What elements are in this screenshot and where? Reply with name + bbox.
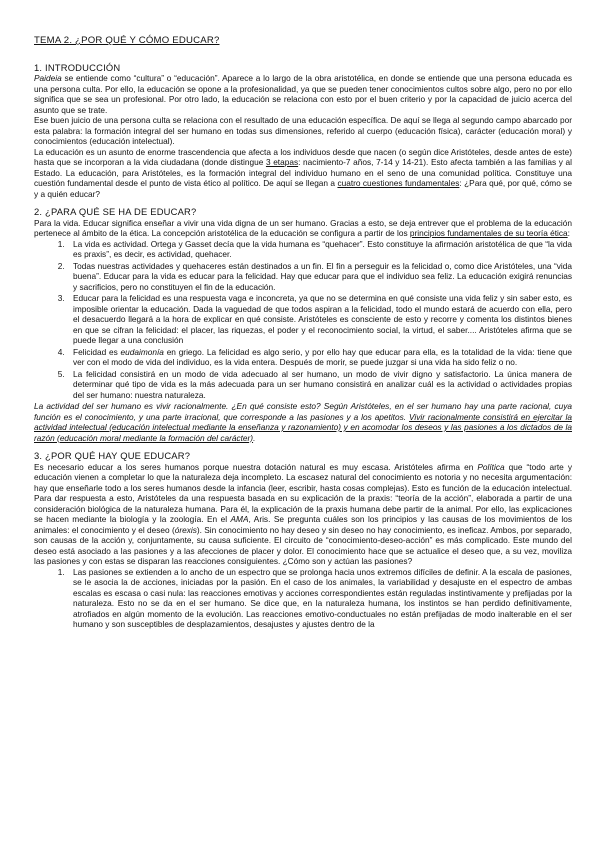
- paragraph-text: :: [567, 228, 570, 238]
- paragraph: [34, 73, 572, 115]
- underlined-text: Vivir racionalmente consistirá en ejercitar la actividad intelectual (educación intelectual mediante la enseñanza y razonamiento) y en acomodar los deseos y las pasiones a los dictados de la razón (educación moral mediante la formación del carácter): [34, 411, 572, 443]
- list-item-text: La felicidad consistirá en un modo de vida adecuado al ser humano, un modo de vivir digno y satisfactorio. La única manera de determinar qué tipo de vida es la más adecuada para un ser humano consistirá en analizar cuál es la actividad o actividades propias del ser humano: nuestra naturaleza.: [73, 368, 572, 400]
- section-para-que: [34, 207, 572, 443]
- paragraph-text: Para la vida. Educar significa enseñar a vivir una vida digna de un ser humano. Gracias a esto, se deja entrever que el problema de la educación pertenece al ámbito de la ética. La concepción aristotélica de la educación se configura a partir de los: [34, 217, 572, 238]
- paragraph-text: que “todo arte y educación vienen a completar lo que la naturaleza deja incompleto. La escasez natural del conocimiento es notoria y no necesita argumentación: hay que enseñarle todo a los seres humanos desde la infancia (leer, escribir, hasta cosas complejas). Esto es función de la educación intelectual. Para dar respuesta a esto, Aristóteles da una respuesta basada en su explicación de la praxis: “teoría de la acción”, elaborada a partir de una consideración biológica de la naturaleza humana. Para él, la explicación de la praxis humana debe partir de la animal. Por ello, las explicaciones se hacen mediante la biología y la zoología. En el: [34, 461, 572, 524]
- document-title: TEMA 2. ¿POR QUÉ Y CÓMO EDUCAR?: [34, 35, 220, 46]
- numbered-list: [34, 567, 572, 630]
- list-item-text: Todas nuestras actividades y quehaceres están destinados a un fin. El fin a perseguir es la felicidad o, como dice Aristóteles, una “vida buena”. Educar para la vida es educar para la felicidad. Hay que educar para que el individuo sea feliz. La educación exigirá renuncias y sacrificios, pero no constituyen el fin de la educación.: [73, 260, 572, 292]
- paragraph: [34, 147, 572, 200]
- paragraph-text: La actividad del ser humano es vivir racionalmente. ¿En qué consiste esto? Según Aristóteles, en el ser humano hay una parte racional, cuya función es el conocimiento, y una parte irracional, que corresponde a las pasiones y a los apetitos.: [34, 401, 572, 422]
- term-italic: eudaimonía: [120, 346, 164, 357]
- paragraph: [34, 462, 572, 567]
- list-item: [67, 239, 572, 260]
- list-item: [67, 567, 572, 630]
- paragraph: [34, 218, 572, 239]
- list-item: [67, 261, 572, 293]
- paragraph-text: Es necesario educar a los seres humanos porque nuestra dotación natural es muy escasa. Aristóteles afirma en: [34, 461, 478, 472]
- underlined-text: principios fundamentales de su teoría ética: [409, 228, 568, 238]
- list-item-text: Las pasiones se extienden a lo ancho de un espectro que se prolonga hacia unos extremos difíciles de definir. A la escala de pasiones, se le asocia la de acciones, iniciadas por la pasión. En el caso de los animales, la variabilidad y desajuste en el espectro de ambas escalas es escasa o casi nula: las reacciones emotivas y acciones correspondientes están reguladas instintivamente y prefijadas por la naturaleza. Esto no se da en el ser humano. Se dice que, en la naturaleza humana, los instintos se han perdido definitivamente, atrofiados en algún momento de la evolución. Las reacciones emotivo-conductuales no están prefijadas de modo inalterable en el ser humano y son susceptibles de desplazamientos, desajustes y ajustes dentro de la: [73, 566, 572, 629]
- paragraph-italic: [34, 401, 572, 443]
- list-item: [67, 369, 572, 401]
- list-item-text: en griego. La felicidad es algo serio, y por ello hay que educar para ella, es la totalidad de la vida: tiene que ver con el modo de vida del individuo, es la vida entera. Después de morir, se puede juzgar si una vida ha sido feliz o no.: [73, 346, 572, 367]
- numbered-list: [34, 239, 572, 401]
- paragraph-text: : ¿Para qué, por qué, cómo se y a quién educar?: [34, 178, 572, 199]
- paragraph-text: : nacimiento-7 años, 7-14 y 14-21). Esto afecta también a las familias y al Estado. La educación, para Aristóteles, es la formación integral del individuo humano en el seno de una comunidad política. Constituye una cuestión fundamental desde el punto de vista ético al político. De aquí se llegan a: [34, 157, 572, 188]
- section-por-que: [34, 451, 572, 630]
- paragraph-text: ). Sin conocimiento no hay deseo y sin deseo no hay conocimiento, es ineficaz. Ambos, por separado, son causas de la acción y, conjuntamente, su causa suficiente. El circuito de “conocimiento-deseo-acción” es más complicado. Este mundo del deseo está asociado a las pasiones y a las afecciones de placer y dolor. El conocimiento hace que se actualice el deseo que, a su vez, moviliza las pasiones y con estas se disparan las reacciones consiguientes. ¿Cómo son y actúan las pasiones?: [34, 524, 572, 566]
- term-italic: Paideia: [34, 73, 62, 83]
- section-heading: 2. ¿PARA QUÉ SE HA DE EDUCAR?: [34, 206, 197, 217]
- paragraph-text: se entiende como “cultura” o “educación”. Aparece a lo largo de la obra aristotélica, en donde se entiende que una persona educada es una persona culta. Por ello, la educación se opone a la profesionalidad, ya que se pueden tener conocimientos cultos sobre algo, pero no por ello significa que se sea un profesional. Por otro lado, la educación se relaciona con esto por el buen criterio y por la capacidad de juicio acerca del asunto que se trate.: [34, 73, 572, 115]
- document-page: [34, 36, 572, 631]
- list-item: [67, 347, 572, 368]
- list-item-text: Educar para la felicidad es una respuesta vaga e inconcreta, ya que no se determina en qué consiste una vida feliz y sin saber esto, es imposible orientar la educación. Dada la vaguedad de que todos aspiran a la felicidad, todo el mundo estará de acuerdo con ella, pero el desacuerdo llegará a la hora de explicar en qué consiste. Aristóteles es consciente de esto y recorre y comenta los distintos bienes en que se cifran la felicidad: el placer, las riquezas, el poder y el reconocimiento social, la virtud, el saber.... Aristóteles afirma que se puede llegar a una conclusión: [73, 293, 572, 345]
- paragraph-text: La educación es un asunto de enorme trascendencia que afecta a los individuos desde que nacen (o según dice Aristóteles, desde antes de este) hasta que se incorporan a la vida ciudadana (donde distingue: [34, 146, 572, 167]
- list-item-text: Felicidad es: [73, 346, 121, 357]
- section-heading: 1. INTRODUCCIÓN: [34, 61, 121, 73]
- section-introduccion: [34, 63, 572, 200]
- section-heading: 3. ¿POR QUÉ HAY QUE EDUCAR?: [34, 450, 191, 461]
- term-italic: órexis: [174, 524, 197, 535]
- paragraph-text: .: [253, 432, 256, 443]
- underlined-text: cuatro cuestiones fundamentales: [337, 178, 460, 188]
- paragraph: Ese buen juicio de una persona culta se relaciona con el resultado de una educación específica. De aquí se llega al segundo campo abarcado por esta palabra: la formación integral del ser humano en todas sus dimensiones, referido al cuerpo (educación física), carácter (educación moral) y conocimientos (educación intelectual).: [34, 115, 572, 146]
- list-item-text: La vida es actividad. Ortega y Gasset decía que la vida humana es “quehacer”. Esto constituye la afirmación aristotélica de que “la vida es praxis”, es decir, es actividad, quehacer.: [73, 238, 572, 259]
- list-item: [67, 293, 572, 346]
- underlined-text: 3 etapas: [265, 157, 299, 167]
- term-italic: Política: [477, 461, 505, 472]
- term-italic: AMA: [230, 514, 249, 524]
- paragraph-text: , Aris. Se pregunta cuáles son los principios y las causas de los movimientos de los animales: el conocimiento y el deseo (: [34, 514, 572, 535]
